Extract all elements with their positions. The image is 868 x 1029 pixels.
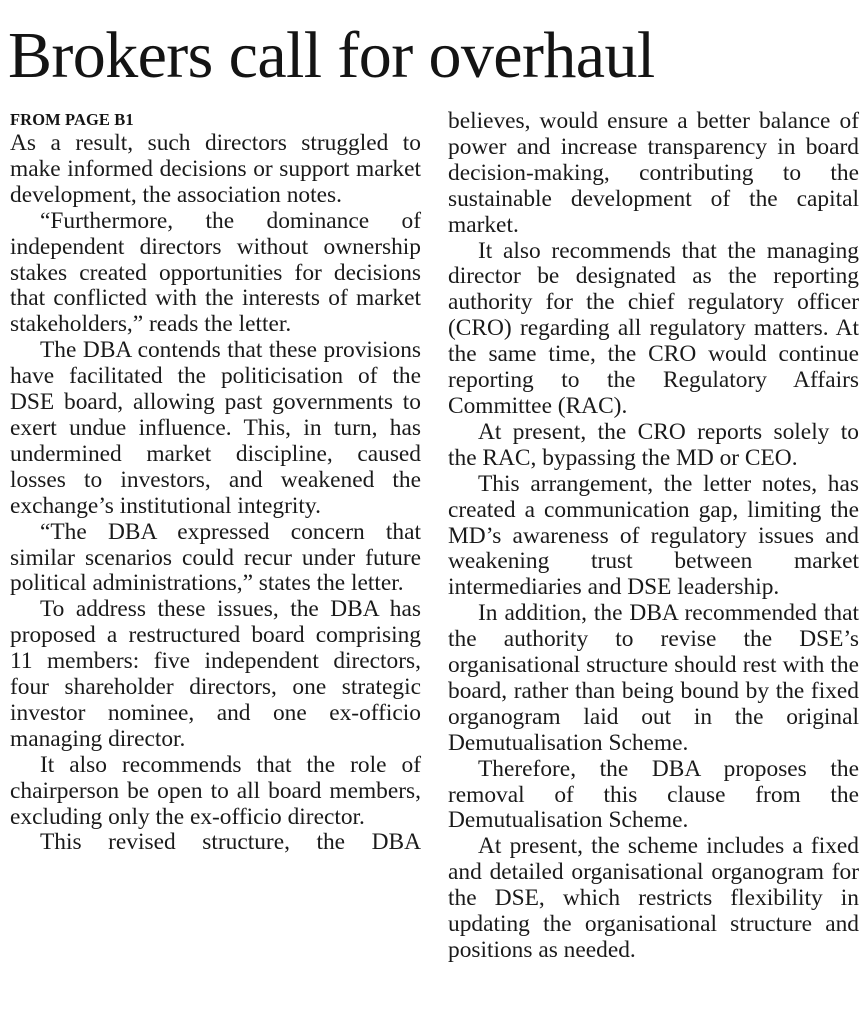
article-headline: Brokers call for overhaul: [8, 19, 655, 92]
paragraph: As a result, such directors struggled to make informed decisions or support market development, the association notes.: [10, 130, 421, 208]
page-jump-kicker: FROM PAGE B1: [10, 110, 134, 129]
paragraph: In addition, the DBA recommended that the authority to revise the DSE’s organisational structure should rest with the board, rather than being bound by the fixed organogram laid out in the original Demutualisation Scheme.: [448, 600, 859, 756]
article-column-left: [10, 109, 421, 856]
paragraph: Therefore, the DBA proposes the removal of this clause from the Demutualisation Scheme.: [448, 755, 859, 834]
paragraph: This revised structure, the DBA: [40, 829, 421, 856]
article-column-right: [448, 109, 859, 964]
paragraph: It also recommends that the managing director be designated as the reporting authority for the chief regulatory officer (CRO) regarding all regulatory matters. At the same time, the CRO would continue reporting to the Regulatory Affairs Committee (RAC).: [448, 237, 859, 419]
paragraph: “The DBA expressed concern that similar scenarios could recur under future political administrations,” states the letter.: [10, 518, 421, 597]
paragraph: believes, would ensure a better balance of power and increase transparency in board decision-making, contributing to the sustainable development of the capital market.: [448, 108, 859, 238]
paragraph: The DBA contends that these provisions have facilitated the politicisation of the DSE board, allowing past governments to exert undue influence. This, in turn, has undermined market discipline, caused losses to investors, and weakened the exchange’s institutional integrity.: [10, 337, 421, 519]
paragraph: At present, the CRO reports solely to the RAC, bypassing the MD or CEO.: [448, 418, 859, 471]
paragraph: To address these issues, the DBA has proposed a restructured board comprising 11 members: five independent directors, four shareholder directors, one strategic investor nominee, and one ex-officio managing director.: [10, 596, 421, 752]
paragraph: It also recommends that the role of chairperson be open to all board members, excluding only the ex-officio director.: [10, 751, 421, 830]
paragraph: “Furthermore, the dominance of independent directors without ownership stakes created opportunities for decisions that conflicted with the interests of market stakeholders,” reads the letter.: [10, 207, 421, 338]
paragraph: At present, the scheme includes a fixed and detailed organisational organogram for the DSE, which restricts flexibility in updating the organisational structure and positions as needed.: [448, 833, 859, 963]
paragraph: This arrangement, the letter notes, has created a communication gap, limiting the MD’s awareness of regulatory issues and weakening trust between market intermediaries and DSE leadership.: [448, 470, 859, 601]
